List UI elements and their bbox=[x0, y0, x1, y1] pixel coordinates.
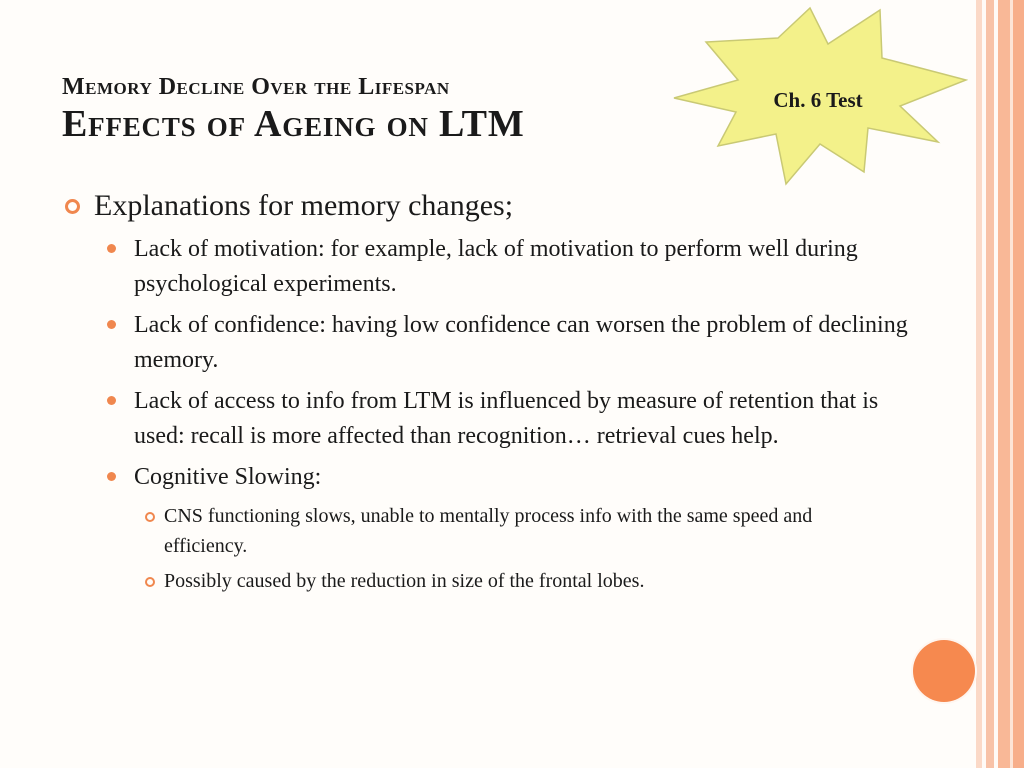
decorative-stripe bbox=[986, 0, 994, 768]
bullet-dot-icon bbox=[107, 320, 116, 329]
slide-title bbox=[62, 70, 702, 144]
main-bullet-text: Explanations for memory changes; bbox=[94, 189, 514, 222]
title-line-1: Memory Decline Over the Lifespan bbox=[62, 74, 450, 100]
decorative-stripe bbox=[998, 0, 1010, 768]
decorative-stripe bbox=[1013, 0, 1024, 768]
slide-content bbox=[62, 186, 942, 601]
sub-bullet-text: Cognitive Slowing: bbox=[134, 464, 322, 490]
sub-sub-bullet-text: Possibly caused by the reduction in size of the frontal lobes. bbox=[164, 570, 645, 592]
sub-bullet-text: Lack of motivation: for example, lack of motivation to perform well during psychological experiments. bbox=[134, 236, 858, 297]
bullet-ring-small-icon bbox=[145, 512, 155, 522]
bullet-dot-icon bbox=[107, 396, 116, 405]
sub-sub-bullet bbox=[164, 566, 894, 596]
main-bullet bbox=[62, 186, 942, 226]
bullet-dot-icon bbox=[107, 244, 116, 253]
sub-bullet-text: Lack of confidence: having low confidence can worsen the problem of declining memory. bbox=[134, 312, 908, 373]
sub-bullet bbox=[134, 460, 924, 495]
sub-sub-bullet-text: CNS functioning slows, unable to mentally process info with the same speed and efficiency. bbox=[164, 505, 813, 557]
bullet-ring-small-icon bbox=[145, 577, 155, 587]
decorative-circle bbox=[913, 640, 975, 702]
bullet-dot-icon bbox=[107, 472, 116, 481]
badge-label: Ch. 6 Test bbox=[773, 88, 863, 112]
starburst-badge bbox=[668, 6, 968, 191]
sub-bullet-text: Lack of access to info from LTM is influenced by measure of retention that is used: recall is more affected than recognition… retrieval cues help. bbox=[134, 388, 879, 449]
sub-sub-bullet bbox=[164, 501, 894, 561]
title-line-2: Effects of Ageing on LTM bbox=[62, 103, 525, 145]
sub-bullet bbox=[134, 384, 924, 454]
sub-bullet bbox=[134, 232, 924, 302]
sub-bullet bbox=[134, 308, 924, 378]
bullet-ring-icon bbox=[65, 199, 80, 214]
